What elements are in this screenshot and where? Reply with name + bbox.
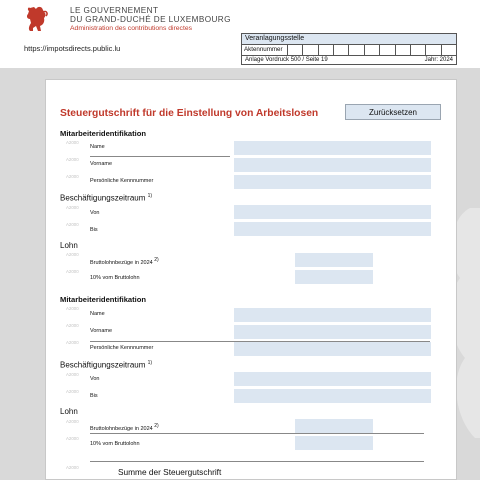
form-sheet (45, 79, 457, 480)
footnote-marker: 2) (154, 423, 159, 429)
aktennummer-digit[interactable] (396, 45, 411, 55)
footnote-marker: 1) (147, 193, 153, 199)
field-code: A2000 (66, 157, 79, 162)
administration-box (241, 33, 457, 65)
aktennummer-digit[interactable] (349, 45, 364, 55)
bis-field[interactable] (234, 222, 431, 236)
field-code: A2000 (66, 372, 79, 377)
bis-label: Bis (90, 393, 98, 399)
kennnummer-label: Persönliche Kennnummer (90, 178, 154, 184)
section-heading-employee-id: Mitarbeiteridentifikation (60, 129, 147, 138)
von-label: Von (90, 376, 100, 382)
period-heading-text: Beschäftigungszeitraum (60, 193, 146, 203)
field-code: A2000 (66, 389, 79, 394)
divider (90, 461, 424, 462)
aktennummer-digit[interactable] (426, 45, 441, 55)
summe-label: Summe der Steuergutschrift (118, 467, 222, 477)
prozent-label: 10% vom Bruttolohn (90, 275, 140, 281)
aktennummer-digit[interactable] (442, 45, 456, 55)
brutto-label-text: Bruttolohnbezüge in 2024 (90, 259, 153, 266)
field-code: A2000 (66, 140, 79, 145)
name-label: Name (90, 311, 105, 317)
aktennummer-row (241, 45, 457, 56)
von-field[interactable] (234, 205, 431, 219)
brutto-label (90, 423, 159, 432)
anlage-label: Anlage Vordruck 500 / Seite 19 (245, 57, 328, 63)
red-lion-icon (24, 4, 50, 34)
field-code: A2000 (66, 205, 79, 210)
brutto-field[interactable] (295, 253, 373, 267)
form-title: Steuergutschrift für die Einstellung von Arbeitslosen (60, 108, 319, 119)
jahr-label: Jahr: 2024 (424, 57, 453, 63)
section-heading-period (60, 360, 152, 370)
field-code: A2000 (66, 222, 79, 227)
period-heading-text: Beschäftigungszeitraum (60, 360, 146, 370)
section-heading-employee-id: Mitarbeiteridentifikation (60, 295, 147, 304)
vorname-field[interactable] (234, 158, 431, 172)
kennnummer-field[interactable] (234, 175, 431, 189)
prozent-field[interactable] (295, 436, 373, 450)
name-label: Name (90, 144, 105, 150)
field-code: A2000 (66, 269, 79, 274)
aktennummer-digit[interactable] (319, 45, 334, 55)
divider (90, 156, 230, 157)
reset-button[interactable]: Zurücksetzen (345, 104, 441, 120)
footnote-marker: 2) (154, 257, 159, 263)
vorname-field[interactable] (234, 325, 431, 339)
field-code: A2000 (66, 436, 79, 441)
field-code: A2000 (66, 465, 79, 470)
section-heading-period (60, 193, 152, 203)
prozent-field[interactable] (295, 270, 373, 284)
brutto-label-text: Bruttolohnbezüge in 2024 (90, 425, 153, 432)
footnote-marker: 1) (147, 360, 153, 366)
name-field[interactable] (234, 308, 431, 322)
von-field[interactable] (234, 372, 431, 386)
von-label: Von (90, 210, 100, 216)
vorname-label: Vorname (90, 328, 113, 334)
divider (90, 341, 430, 342)
page-header (0, 0, 480, 68)
field-code: A2000 (66, 340, 79, 345)
bis-label: Bis (90, 227, 98, 233)
field-code: A2000 (66, 306, 79, 311)
anlage-row (241, 56, 457, 65)
site-url: https://impotsdirects.public.lu (24, 44, 121, 53)
kennnummer-field[interactable] (234, 342, 431, 356)
aktennummer-digit[interactable] (303, 45, 318, 55)
government-name-line1: LE GOUVERNEMENT (70, 6, 159, 15)
aktennummer-label: Aktennummer (242, 45, 288, 55)
aktennummer-digit[interactable] (334, 45, 349, 55)
prozent-label: 10% vom Bruttolohn (90, 441, 140, 447)
brutto-field[interactable] (295, 419, 373, 433)
field-code: A2000 (66, 174, 79, 179)
kennnummer-label: Persönliche Kennnummer (90, 345, 154, 351)
government-name-line2: DU GRAND-DUCHÉ DE LUXEMBOURG (70, 15, 231, 24)
brutto-label (90, 257, 159, 266)
aktennummer-digit[interactable] (365, 45, 380, 55)
field-code: A2000 (66, 252, 79, 257)
veranlagungsstelle-field[interactable]: Veranlagungsstelle (241, 33, 457, 45)
aktennummer-digit[interactable] (380, 45, 395, 55)
section-heading-lohn: Lohn (60, 241, 78, 250)
bis-field[interactable] (234, 389, 431, 403)
aktennummer-digit[interactable] (288, 45, 303, 55)
vorname-label: Vorname (90, 161, 113, 167)
administration-name: Administration des contributions directes (70, 25, 193, 32)
section-heading-lohn: Lohn (60, 407, 78, 416)
divider (90, 433, 424, 434)
field-code: A2000 (66, 323, 79, 328)
field-code: A2000 (66, 419, 79, 424)
aktennummer-digit[interactable] (411, 45, 426, 55)
name-field[interactable] (234, 141, 431, 155)
